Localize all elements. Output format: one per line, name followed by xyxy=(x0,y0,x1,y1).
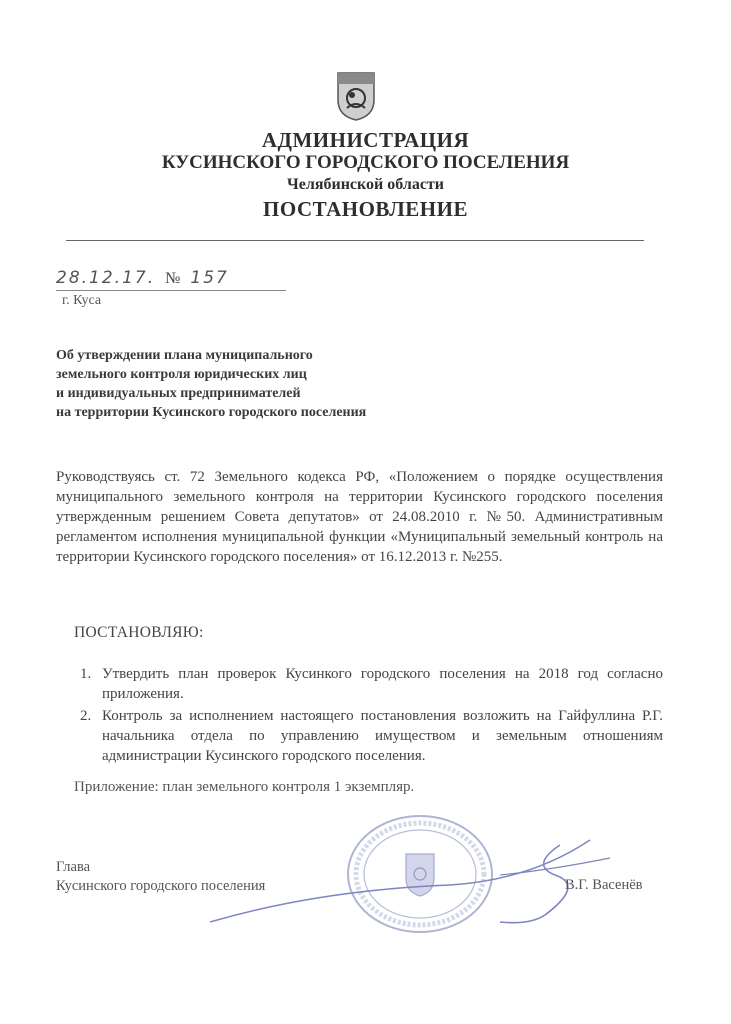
list-item xyxy=(80,664,663,704)
registration-underline xyxy=(56,290,286,291)
decree-word: ПОСТАНОВЛЯЮ: xyxy=(74,624,204,641)
preamble-paragraph: Руководствуясь ст. 72 Земельного кодекса РФ, «Положением о порядке осуществления муниципального земельного контроля на территории Кусинского городского поселения утвержденным решением Совета депутатов» от 24.08.2010 г. №50. Административным регламентом исполнения муниципальной функции «Муниципальный земельный контроль на территории Кусинского городского поселения» от 16.12.2013 г. №255. xyxy=(56,469,663,565)
subject-line: Об утверждении плана муниципального xyxy=(56,348,313,363)
subject-line: и индивидуальных предпринимателей xyxy=(56,386,301,401)
header-administration: АДМИНИСТРАЦИЯ xyxy=(261,128,470,152)
subject-line: земельного контроля юридических лиц xyxy=(56,367,307,382)
document-number: 157 xyxy=(190,268,229,288)
registration-line xyxy=(56,268,286,292)
header-divider xyxy=(66,240,644,241)
signatory-title xyxy=(56,858,265,896)
subject-line: на территории Кусинского городского поселения xyxy=(56,405,367,420)
number-label: № xyxy=(165,270,181,287)
item-text: Утвердить план проверок Кусинкого городского поселения на 2018 год согласно приложения. xyxy=(102,666,663,702)
coat-of-arms-icon xyxy=(335,70,377,122)
list-item xyxy=(80,706,663,766)
appendix-note: Приложение: план земельного контроля 1 экземпляр. xyxy=(74,779,415,795)
item-number: 2. xyxy=(80,708,92,724)
item-number: 1. xyxy=(80,666,92,682)
item-text: Контроль за исполнением настоящего постановления возложить на Гайфуллина Р.Г. начальника отдела по управлению имуществом и земельным отношениям администрации Кусинского городского поселения. xyxy=(102,708,663,764)
city: г. Куса xyxy=(62,293,102,308)
signatory-title-line: Глава xyxy=(56,859,91,875)
signatory-name: В.Г. Васенёв xyxy=(565,877,643,893)
decree-items xyxy=(80,664,663,768)
document-date: 28.12.17. xyxy=(56,268,156,288)
header-region: Челябинской области xyxy=(287,176,444,193)
document-type: ПОСТАНОВЛЕНИЕ xyxy=(263,197,468,221)
signatory-title-line: Кусинского городского поселения xyxy=(56,878,266,894)
header-settlement: КУСИНСКОГО ГОРОДСКОГО ПОСЕЛЕНИЯ xyxy=(161,152,570,173)
document-subject xyxy=(56,346,366,422)
